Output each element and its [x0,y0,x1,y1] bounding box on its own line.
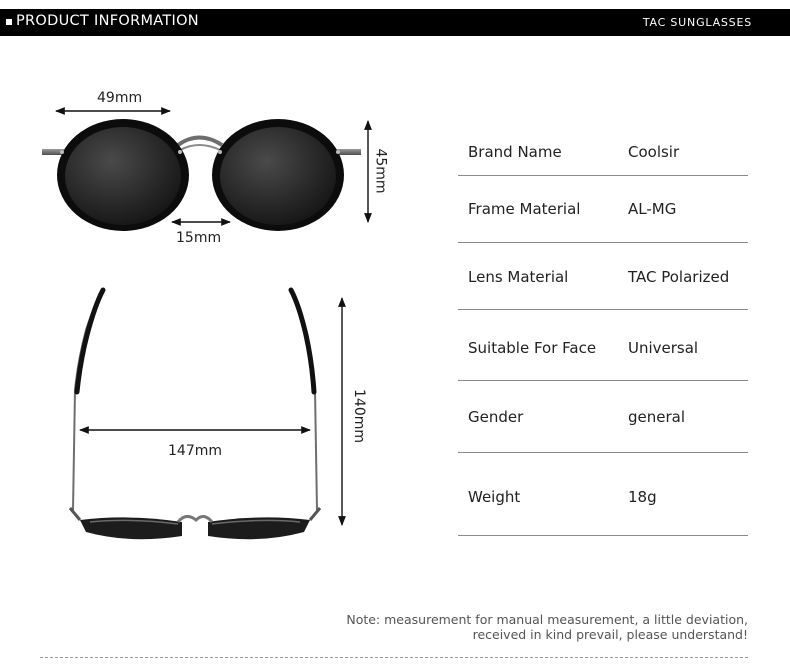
sunglasses-illustration [0,0,420,600]
frame-width-label: 147mm [168,443,222,459]
left-lens [65,127,181,225]
spec-label: Suitable For Face [468,339,597,357]
spec-row-weight [458,452,748,536]
spec-value: Coolsir [628,143,680,161]
right-temple-stub [337,149,361,155]
temple-length-label: 140mm [351,389,367,443]
top-view-glasses [70,290,320,539]
measurement-note [346,612,748,642]
spec-value: AL-MG [628,200,677,218]
header-subtitle: TAC SUNGLASSES [642,16,752,29]
header-title: PRODUCT INFORMATION [16,13,199,29]
spec-row-lens-material [458,242,748,310]
front-view-glasses [42,119,361,231]
lens-width-label: 49mm [97,90,143,106]
spec-row-gender [458,380,748,453]
right-temple-tip [291,290,314,392]
spec-value: TAC Polarized [628,268,730,286]
spec-row-brand [458,118,748,176]
bridge [178,138,222,146]
note-line-1: Note: measurement for manual measurement, a little deviation, [346,612,748,627]
spec-row-suitable-face [458,309,748,381]
spec-label: Brand Name [468,143,562,161]
spec-label: Gender [468,408,524,426]
spec-value: 18g [628,488,657,506]
bridge-top [178,516,212,522]
left-temple-tip [77,290,103,392]
right-lens [220,127,336,225]
bridge-width-label: 15mm [176,230,222,246]
spec-label: Lens Material [468,268,569,286]
spec-value: general [628,408,686,426]
spec-label: Frame Material [468,200,581,218]
spec-row-frame-material [458,175,748,243]
bridge-lower [180,145,220,150]
spec-label: Weight [468,488,521,506]
spec-value: Universal [628,339,699,357]
note-line-2: received in kind prevail, please understand! [472,627,748,642]
lens-height-label: 45mm [372,148,389,194]
bottom-divider [40,657,748,658]
